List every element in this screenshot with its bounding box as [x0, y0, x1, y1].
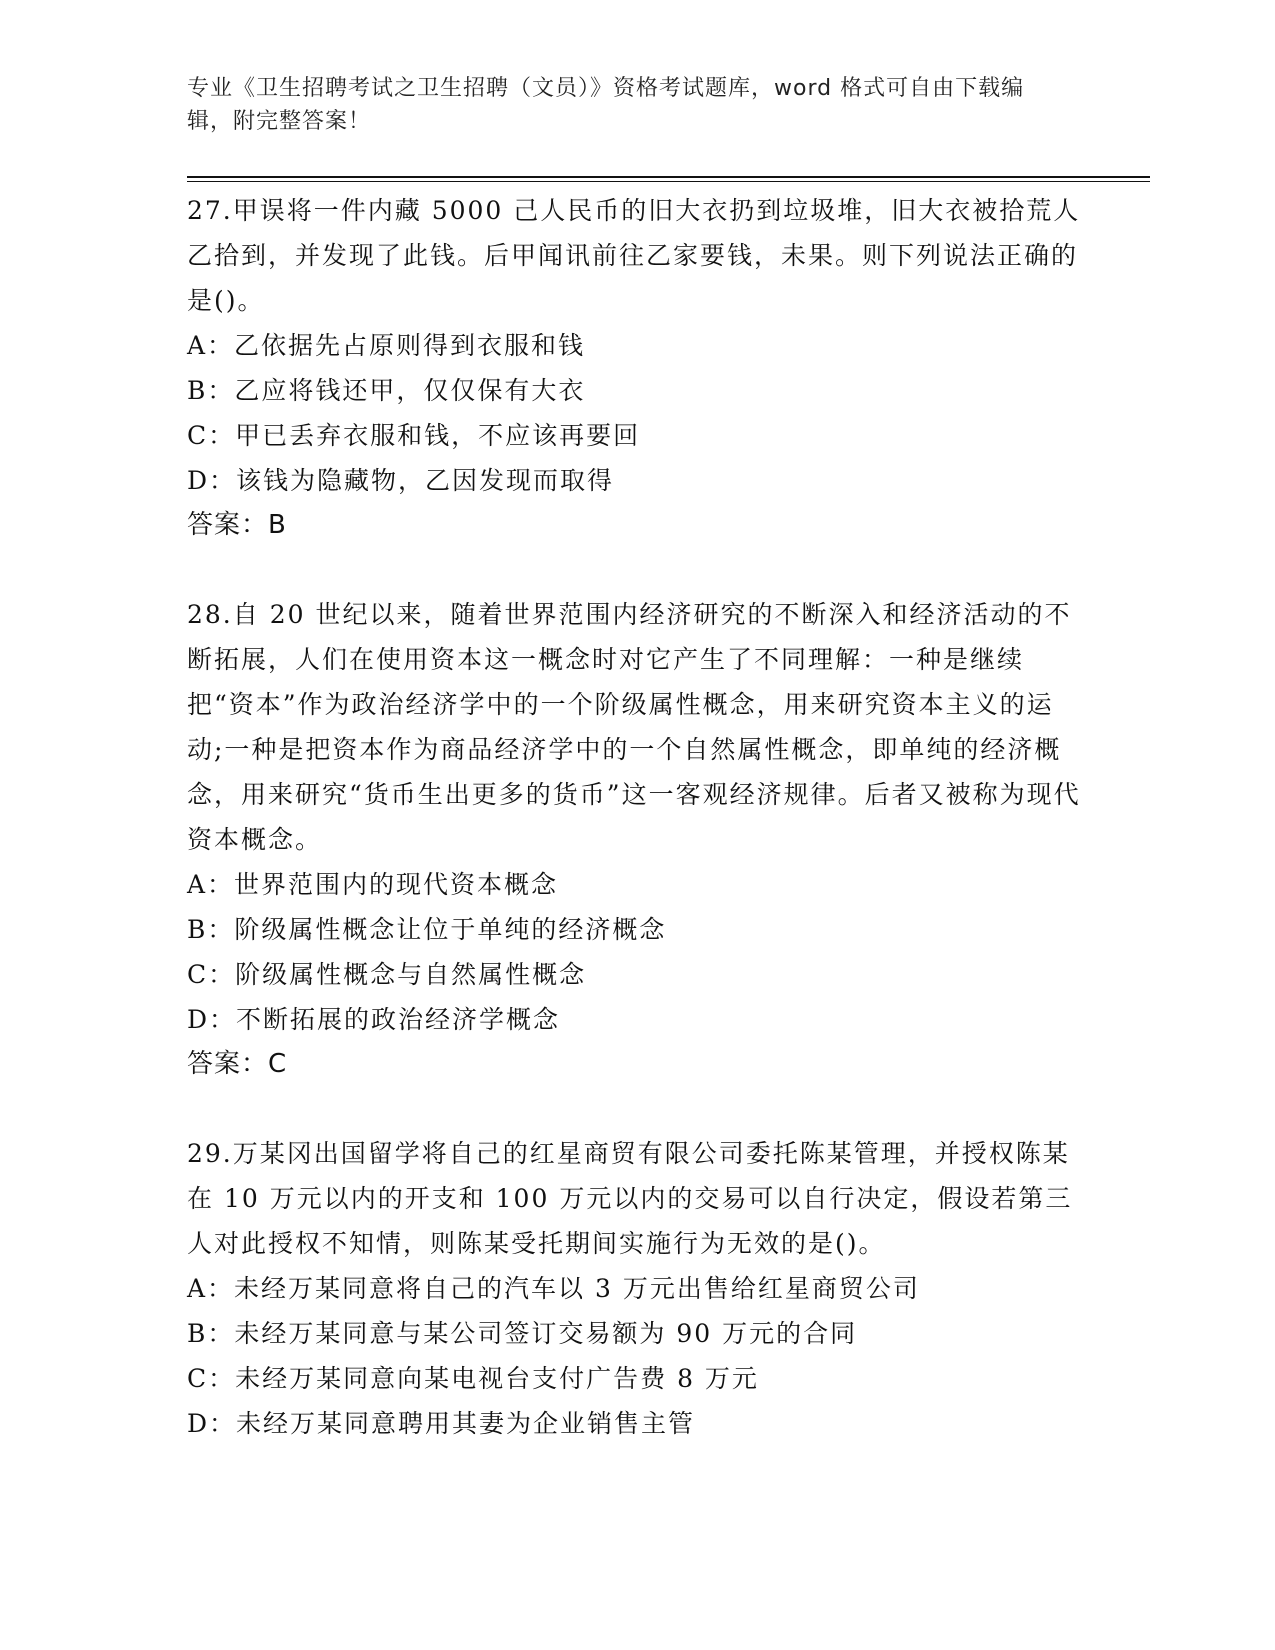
- option-c: C：未经万某同意向某电视台支付广告费 8 万元: [187, 1364, 759, 1393]
- header-divider-thick: [187, 176, 1150, 178]
- answer-label: 答案：B: [187, 510, 287, 540]
- header-divider-thin: [187, 181, 1150, 182]
- option-b: B：阶级属性概念让位于单纯的经济概念: [187, 915, 667, 944]
- option-b: B：未经万某同意与某公司签订交易额为 90 万元的合同: [187, 1319, 858, 1348]
- option-c: C：甲已丢弃衣服和钱，不应该再要回: [187, 421, 641, 450]
- question-stem: 27.甲误将一件内藏 5000 己人民币的旧大衣扔到垃圾堆，旧大衣被拾荒人乙拾到，并发现了此钱。后甲闻讯前往乙家要钱，未果。则下列说法正确的是()。: [187, 196, 1081, 315]
- question-spacer: [187, 548, 1087, 592]
- document-header: 专业《卫生招聘考试之卫生招聘（文员）》资格考试题库，word 格式可自由下载编辑，附完整答案！: [187, 76, 1025, 134]
- question-stem: 28.自 20 世纪以来，随着世界范围内经济研究的不断深入和经济活动的不断拓展，人们在使用资本这一概念时对它产生了不同理解：一种是继续把“资本”作为政治经济学中的一个阶级属性概念，用来研究资本主义的运动;一种是把资本作为商品经济学中的一个自然属性概念，即单纯的经济概念，用来研究“货币生出更多的货币”这一客观经济规律。后者又被称为现代资本概念。: [187, 600, 1081, 854]
- option-a: A：世界范围内的现代资本概念: [187, 870, 559, 899]
- option-c: C：阶级属性概念与自然属性概念: [187, 960, 587, 989]
- option-d: D：不断拓展的政治经济学概念: [187, 1005, 561, 1034]
- question-29: [187, 1131, 1087, 1446]
- question-spacer: [187, 1087, 1087, 1131]
- option-d: D：该钱为隐藏物，乙因发现而取得: [187, 466, 615, 495]
- option-d: D：未经万某同意聘用其妻为企业销售主管: [187, 1409, 696, 1438]
- option-a: A：未经万某同意将自己的汽车以 3 万元出售给红星商贸公司: [187, 1274, 920, 1303]
- question-28: [187, 592, 1087, 1087]
- option-b: B：乙应将钱还甲，仅仅保有大衣: [187, 376, 586, 405]
- question-stem: 29.万某冈出国留学将自己的红星商贸有限公司委托陈某管理，并授权陈某在 10 万元以内的开支和 100 万元以内的交易可以自行决定，假设若第三人对此授权不知情，则陈某受托期间实施行为无效的是()。: [187, 1139, 1073, 1258]
- question-list: [187, 188, 1087, 1446]
- answer-label: 答案：C: [187, 1049, 288, 1079]
- option-a: A：乙依据先占原则得到衣服和钱: [187, 331, 586, 360]
- question-27: [187, 188, 1087, 548]
